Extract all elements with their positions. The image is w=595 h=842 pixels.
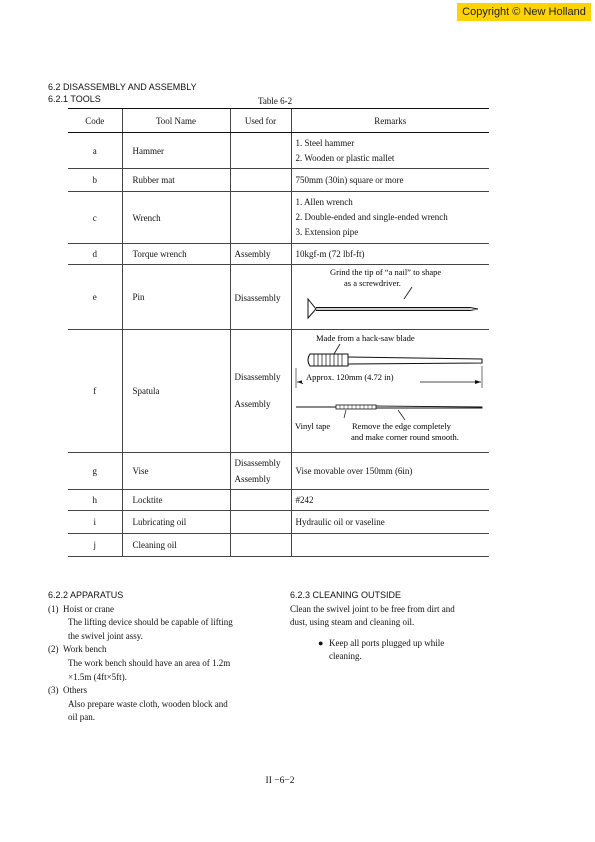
bullet-dot-icon: ● (318, 637, 324, 648)
table-row (68, 192, 489, 244)
cleaning-title: 6.2.3 CLEANING OUTSIDE (290, 590, 402, 600)
item-text: Also prepare waste cloth, wooden block and (68, 698, 228, 709)
cleaning-text: dust, using steam and cleaning oil. (290, 617, 415, 628)
cell-remarks (291, 169, 489, 192)
cell-tool-name: Torque wrench (122, 244, 230, 265)
remark-line: 2. Wooden or plastic mallet (295, 152, 395, 163)
table-header-row (68, 109, 489, 133)
used-line: Assembly (234, 474, 271, 484)
used-line: Disassembly (234, 458, 281, 468)
item-title: Work bench (63, 644, 107, 655)
item-title: Others (63, 685, 87, 696)
table-row (68, 534, 489, 557)
remark-line: #242 (295, 494, 314, 505)
cell-tool-name: Wrench (122, 192, 230, 244)
page-number: II −6−2 (265, 776, 295, 786)
remark-line: 3. Extension pipe (295, 227, 359, 237)
cleaning-text: Clean the swivel joint to be free from dirt and (290, 603, 455, 614)
item-number: (3) (48, 685, 59, 696)
pin-note-line1: Grind the tip of “a nail” to shape (329, 267, 441, 277)
cell-remarks (291, 453, 489, 490)
subsection-title: 6.2.1 TOOLS (48, 94, 101, 104)
used-line: Assembly (234, 399, 271, 409)
spatula-blade-upper (348, 357, 482, 364)
header-remarks: Remarks (291, 109, 489, 133)
header-used-for: Used for (230, 109, 291, 133)
cell-remarks (291, 133, 489, 169)
item-text: oil pan. (68, 712, 95, 723)
cell-used-for (230, 330, 291, 453)
cell-used-for (230, 453, 291, 490)
cell-tool-name: Cleaning oil (122, 534, 230, 557)
cell-tool-name: Pin (122, 265, 230, 330)
cell-used-for (230, 169, 291, 192)
remark-line: 750mm (30in) square or more (295, 174, 404, 185)
dimension-label: Approx. 120mm (4.72 in) (305, 372, 394, 382)
used-line: Disassembly (234, 372, 281, 382)
remark-line: Vise movable over 150mm (6in) (295, 465, 413, 476)
item-text: The work bench should have an area of 1.2m (68, 657, 231, 668)
cell-remarks (291, 490, 489, 511)
table-caption: Table 6-2 (258, 96, 293, 106)
remark-line: 10kgf-m (72 lbf-ft) (295, 248, 365, 259)
table-row (68, 244, 489, 265)
cleaning-section (290, 589, 514, 664)
item-number: (1) (48, 603, 59, 614)
lower-tape-lines (340, 405, 372, 409)
cell-code: f (68, 330, 122, 453)
cleaning-bullet (290, 637, 514, 664)
cell-code: a (68, 133, 122, 169)
item-text: ×1.5m (4ft×5ft). (68, 671, 127, 682)
bullet-text: Keep all ports plugged up while (329, 637, 445, 648)
apparatus-item (48, 643, 274, 684)
cell-used-for (230, 490, 291, 511)
remark-line: 2. Double-ended and single-ended wrench (295, 212, 448, 222)
cell-code: g (68, 453, 122, 490)
remark-line: 1. Steel hammer (295, 137, 355, 148)
cell-tool-name: Rubber mat (122, 169, 230, 192)
cell-code: c (68, 192, 122, 244)
cell-code: i (68, 511, 122, 534)
spatula-diagram (292, 330, 490, 452)
spatula-top-leader (334, 344, 340, 354)
section-title: 6.2 DISASSEMBLY AND ASSEMBLY (48, 82, 197, 92)
apparatus-item (48, 684, 274, 725)
table-row (68, 133, 489, 169)
pin-diagram (292, 265, 490, 329)
header-tool-name: Tool Name (122, 109, 230, 133)
table-row (68, 490, 489, 511)
header-code: Code (68, 109, 122, 133)
bullet-text: cleaning. (329, 651, 362, 662)
apparatus-title: 6.2.2 APPARATUS (48, 590, 124, 600)
cell-code: h (68, 490, 122, 511)
cell-used-for: Disassembly (230, 265, 291, 330)
table-row (68, 511, 489, 534)
cell-code: d (68, 244, 122, 265)
table-row (68, 453, 489, 490)
item-text: The lifting device should be capable of lifting (68, 617, 233, 628)
cell-tool-name: Vise (122, 453, 230, 490)
cell-used-for (230, 133, 291, 169)
cell-remarks-spatula-figure (291, 330, 489, 453)
pin-leader-line (404, 287, 412, 299)
cell-remarks (291, 192, 489, 244)
table-row (68, 265, 489, 330)
apparatus-section (48, 589, 274, 725)
edge-leader (398, 410, 405, 420)
cell-code: j (68, 534, 122, 557)
copyright-banner: Copyright © New Holland (457, 3, 591, 21)
cell-remarks (291, 534, 489, 557)
tools-table (68, 108, 489, 557)
edge-note-line2: and make corner round smooth. (350, 432, 459, 442)
remark-line: Hydraulic oil or vaseline (295, 516, 385, 527)
cell-tool-name: Lubricating oil (122, 511, 230, 534)
cell-remarks (291, 244, 489, 265)
apparatus-item (48, 603, 274, 644)
cell-tool-name: Hammer (122, 133, 230, 169)
cell-used-for (230, 534, 291, 557)
edge-note-line1: Remove the edge completely (351, 421, 451, 431)
cell-tool-name: Spatula (122, 330, 230, 453)
tape-wrap-lines (314, 354, 342, 366)
spatula-blade-lower (376, 406, 482, 408)
spatula-top-note: Made from a hack-saw blade (315, 333, 415, 343)
pin-head (308, 299, 316, 318)
cell-used-for (230, 192, 291, 244)
cell-used-for: Assembly (230, 244, 291, 265)
item-title: Hoist or crane (63, 603, 114, 614)
pin-note-line2: as a screwdriver. (343, 278, 401, 288)
item-number: (2) (48, 644, 59, 655)
cell-code: e (68, 265, 122, 330)
cell-code: b (68, 169, 122, 192)
item-text: the swivel joint assy. (68, 630, 143, 641)
cell-tool-name: Locktite (122, 490, 230, 511)
table-row (68, 169, 489, 192)
cell-used-for (230, 511, 291, 534)
cell-remarks (291, 511, 489, 534)
vinyl-tape-label: Vinyl tape (294, 421, 330, 431)
vinyl-leader (344, 410, 346, 418)
remark-line: 1. Allen wrench (295, 197, 353, 207)
cell-remarks-pin-figure (291, 265, 489, 330)
table-row (68, 330, 489, 453)
